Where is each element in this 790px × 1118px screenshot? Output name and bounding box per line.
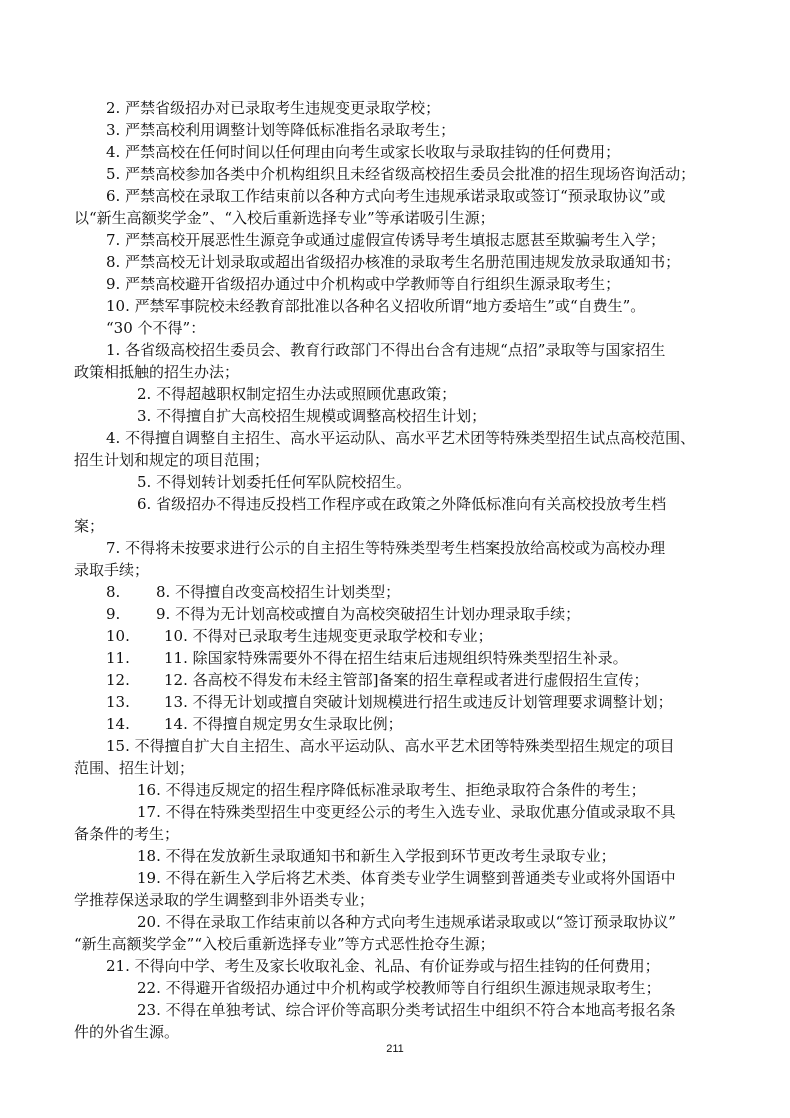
list-number: 13. xyxy=(106,693,130,711)
list-number: 9. xyxy=(106,605,121,623)
text-line: 4. 严禁高校在任何时间以任何理由向考生或家长收取与录取挂钩的任何费用； xyxy=(106,143,621,161)
list-number: 12. xyxy=(106,671,130,689)
text-line: 15. 不得擅自扩大自主招生、高水平运动队、高水平艺术团等特殊类型招生规定的项目 xyxy=(106,737,675,755)
text-line: 学推荐保送录取的学生调整到非外语类专业； xyxy=(74,891,375,909)
text-line: 4. 不得擅自调整自主招生、高水平运动队、高水平艺术团等特殊类型招生试点高校范围、 xyxy=(106,429,696,447)
text-line: 10. 不得对已录取考生违规变更录取学校和专业； xyxy=(164,627,493,645)
text-line: 11. 除国家特殊需要外不得在招生结束后违规组织特殊类型招生补录。 xyxy=(164,649,628,667)
text-line: 7. 严禁高校开展恶性生源竞争或通过虚假宣传诱导考生填报志愿甚至欺骗考生入学； xyxy=(106,231,666,249)
list-number: 10. xyxy=(106,627,130,645)
text-line: “新生高额奖学金”“入校后重新选择专业”等方式恶性抢夺生源； xyxy=(74,935,495,953)
text-line: 以“新生高额奖学金”、“入校后重新选择专业”等承诺吸引生源； xyxy=(74,209,495,227)
text-line: 2. 严禁省级招办对已录取考生违规变更录取学校； xyxy=(106,99,441,117)
text-line: 19. 不得在新生入学后将艺术类、体育类专业学生调整到普通类专业或将外国语中 xyxy=(137,869,676,887)
text-line: 8. 严禁高校无计划录取或超出省级招办核准的录取考生名册范围违规发放录取通知书； xyxy=(106,253,681,271)
text-line: 1. 各省级高校招生委员会、教育行政部门不得出台含有违规“点招”录取等与国家招生 xyxy=(106,341,666,359)
text-line: 9. 不得为无计划高校或擅自为高校突破招生计划办理录取手续； xyxy=(156,605,581,623)
text-line: 备条件的考生； xyxy=(74,825,180,843)
page-number: 211 xyxy=(386,1043,404,1055)
text-line: 7. 不得将未按要求进行公示的自主招生等特殊类型考生档案投放给高校或为高校办理 xyxy=(106,539,666,557)
text-line: 录取手续； xyxy=(74,561,150,579)
text-line: 9. 严禁高校避开省级招办通过中介机构或中学教师等自行组织生源录取考生； xyxy=(106,275,621,293)
text-line: 18. 不得在发放新生录取通知书和新生入学报到环节更改考生录取专业； xyxy=(137,847,616,865)
text-line: 招生计划和规定的项目范围； xyxy=(74,451,270,469)
text-line: 件的外省生源。 xyxy=(74,1023,180,1041)
section-heading: “30 个不得”： xyxy=(106,319,206,337)
text-line: 6. 省级招办不得违反投档工作程序或在政策之外降低标准向有关高校投放考生档 xyxy=(137,495,667,513)
list-number: 14. xyxy=(106,715,130,733)
text-line: 5. 不得划转计划委托任何军队院校招生。 xyxy=(137,473,412,491)
text-line: 范围、招生计划； xyxy=(74,759,195,777)
text-line: 21. 不得向中学、考生及家长收取礼金、礼品、有价证券或与招生挂钩的任何费用； xyxy=(106,957,660,975)
text-line: 10. 严禁军事院校未经教育部批准以各种名义招收所谓“地方委培生”或“自费生”。 xyxy=(106,297,646,315)
text-line: 12. 各高校不得发布未经主管部]备案的招生章程或者进行虚假招生宣传； xyxy=(164,671,649,689)
text-line: 案； xyxy=(74,517,105,535)
text-line: 3. 严禁高校利用调整计划等降低标准指名录取考生； xyxy=(106,121,456,139)
text-line: 5. 严禁高校参加各类中介机构组织且未经省级高校招生委员会批准的招生现场咨询活动； xyxy=(106,165,696,183)
text-line: 3. 不得擅自扩大高校招生规模或调整高校招生计划； xyxy=(137,407,487,425)
text-line: 20. 不得在录取工作结束前以各种方式向考生违规承诺录取或以“签订预录取协议” xyxy=(137,913,676,931)
text-line: 14. 不得擅自规定男女生录取比例； xyxy=(164,715,403,733)
text-line: 6. 严禁高校在录取工作结束前以各种方式向考生违规承诺录取或签订“预录取协议”或 xyxy=(106,187,666,205)
text-line: 22. 不得避开省级招办通过中介机构或学校教师等自行组织生源违规录取考生； xyxy=(137,979,661,997)
text-line: 8. 不得擅自改变高校招生计划类型； xyxy=(156,583,401,601)
text-line: 13. 不得无计划或擅自突破计划规模进行招生或违反计划管理要求调整计划； xyxy=(164,693,673,711)
text-line: 17. 不得在特殊类型招生中变更经公示的考生入选专业、录取优惠分值或录取不具 xyxy=(137,803,676,821)
text-line: 16. 不得违反规定的招生程序降低标准录取考生、拒绝录取符合条件的考生； xyxy=(137,781,646,799)
text-line: 2. 不得超越职权制定招生办法或照顾优惠政策； xyxy=(137,385,457,403)
text-line: 23. 不得在单独考试、综合评价等高职分类考试招生中组织不符合本地高考报名条 xyxy=(137,1001,676,1019)
list-number: 8. xyxy=(106,583,121,601)
text-line: 政策相抵触的招生办法； xyxy=(74,363,240,381)
list-number: 11. xyxy=(106,649,130,667)
